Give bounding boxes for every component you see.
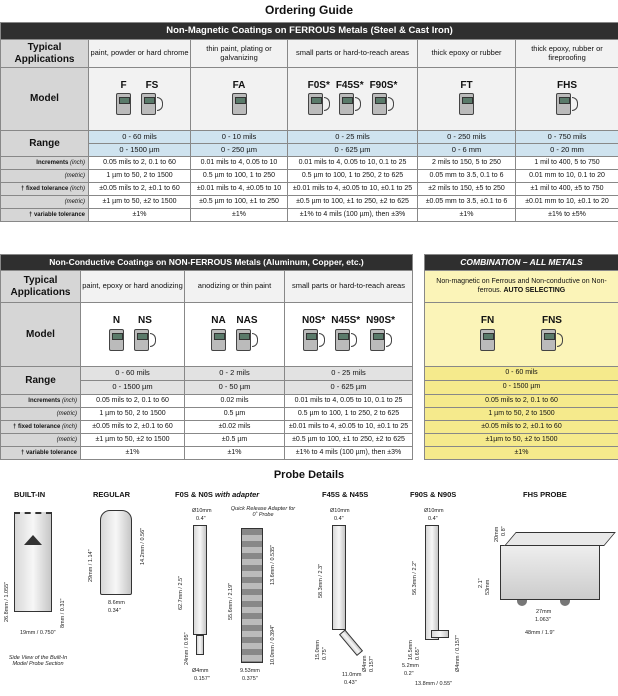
gauge-icon <box>141 93 156 115</box>
gauge-icon <box>339 93 354 115</box>
probe-cable-icon <box>355 97 361 111</box>
dim-label: 15.0mm <box>315 640 321 660</box>
increment-cell: 0.05 mm to 3.5, 0.1 to 6 <box>418 170 516 183</box>
dim-label: 48mm / 1.9" <box>525 630 555 636</box>
range-cell: 0 - 60 mils <box>81 367 185 381</box>
tolerance-cell: ±1 mil to 400, ±5 to 750 <box>516 183 618 196</box>
app-cell: thick epoxy or rubber <box>418 40 516 68</box>
probe-header-builtin: BUILT-IN <box>14 490 46 499</box>
dim-label: 13.6mm / 0.535" <box>270 544 276 585</box>
app-cell: small parts or hard-to-reach areas <box>288 40 418 68</box>
dim-label: 0.4" <box>334 516 344 522</box>
probe-header-fhs: FHS PROBE <box>523 490 567 499</box>
model-name: N0S* <box>301 315 326 327</box>
adapter-drawing <box>241 528 263 663</box>
variable-cell: ±1% <box>185 447 285 460</box>
model-name: F90S* <box>369 79 398 91</box>
dim-label: Ø4mm <box>362 655 368 672</box>
probe-cable-icon <box>386 333 392 347</box>
range-cell: 0 - 625 µm <box>285 381 413 395</box>
gauge-icon <box>459 93 474 115</box>
model-cell <box>191 68 288 131</box>
f90s-probe-tip <box>431 630 449 638</box>
gauge-icon <box>116 93 131 115</box>
probe-cable-icon <box>252 333 258 347</box>
dim-label: 56.3mm / 2.2" <box>412 560 418 595</box>
dim-label: Ø10mm <box>330 508 350 514</box>
dim-label: 0.157" <box>369 656 375 672</box>
dim-label: 27mm <box>536 609 552 615</box>
row-label-increments-inch: Increments (inch) <box>1 395 81 408</box>
model-cell <box>425 303 618 367</box>
app-cell: thin paint, plating or galvanizing <box>191 40 288 68</box>
dim-label: 0.2" <box>404 671 414 677</box>
tolerance-cell: ±0.5 µm <box>185 434 285 447</box>
dim-label: 14.2mm / 0.56" <box>140 527 146 565</box>
probe-cable-icon <box>572 97 578 111</box>
dim-label: 16.5mm <box>408 640 414 660</box>
gauge-icon <box>556 93 571 115</box>
increment-cell: 2 mils to 150, 5 to 250 <box>418 157 516 170</box>
fhs-probe-foot <box>560 600 570 606</box>
range-cell: 0 - 6 mm <box>418 144 516 157</box>
gauge-icon <box>370 329 385 351</box>
dim-label: 0.375" <box>242 676 258 682</box>
row-label-increments-metric: (metric) <box>1 170 89 183</box>
tolerance-cell: ±0.02 mils <box>185 421 285 434</box>
dim-label: 11.0mm <box>342 672 362 678</box>
dim-label: 0.157" <box>194 676 210 682</box>
range-cell: 0 - 2 mils <box>185 367 285 381</box>
model-name: F45S* <box>335 79 364 91</box>
dim-label: 62.7mm / 2.5" <box>178 575 184 610</box>
f0s-probe-drawing <box>193 525 207 635</box>
model-name: FA <box>232 79 246 91</box>
range-cell: 0 - 1500 µm <box>81 381 185 395</box>
dim-label: 24mm / 0.95" <box>184 632 190 665</box>
dim-label: Ø10mm <box>192 508 212 514</box>
tolerance-cell: ±1 µm to 50, ±2 to 1500 <box>89 196 191 209</box>
f45s-probe-drawing <box>332 525 346 630</box>
tolerance-cell: ±1µm to 50, ±2 to 1500 <box>425 434 618 447</box>
probe-cable-icon <box>388 97 394 111</box>
increment-cell: 1 µm to 50, 2 to 1500 <box>89 170 191 183</box>
probe-header-f90s: F90S & N90S <box>410 490 457 499</box>
combination-header: COMBINATION – ALL METALS <box>425 255 618 271</box>
probe-details-title: Probe Details <box>273 469 345 481</box>
model-name: FNS <box>541 315 562 327</box>
model-name: FN <box>480 315 495 327</box>
increment-cell: 0.01 mm to 10, 0.1 to 20 <box>516 170 618 183</box>
builtin-probe-drawing <box>14 512 52 612</box>
nonferrous-header: Non-Conductive Coatings on NON-FERROUS Metals (Aluminum, Copper, etc.) <box>1 255 413 271</box>
model-name: FS <box>145 79 159 91</box>
variable-cell: ±1% <box>191 209 288 222</box>
model-name: N45S* <box>331 315 361 327</box>
model-name: NA <box>211 315 226 327</box>
gauge-icon <box>236 329 251 351</box>
dim-label: 0.43" <box>344 680 357 686</box>
model-name: F <box>120 79 127 91</box>
app-cell: paint, powder or hard chrome <box>89 40 191 68</box>
dim-label: 5.2mm <box>402 663 419 669</box>
app-cell: paint, epoxy or hard anodizing <box>81 271 185 303</box>
dim-label: 55.6mm / 2.19" <box>228 582 234 620</box>
increment-cell: 0.02 mils <box>185 395 285 408</box>
model-cell <box>288 68 418 131</box>
model-cell <box>81 303 185 367</box>
dim-label: 0.75" <box>322 647 328 660</box>
dim-label: 10.0mm / 0.394" <box>270 624 276 665</box>
gauge-icon <box>480 329 495 351</box>
model-name: FHS <box>557 79 577 91</box>
app-cell: thick epoxy, rubber or fireproofing <box>516 40 618 68</box>
probe-header-regular: REGULAR <box>93 490 131 499</box>
gauge-icon <box>308 93 323 115</box>
increment-cell: 0.01 mils to 4, 0.05 to 10, 0.1 to 25 <box>288 157 418 170</box>
model-name: NAS <box>236 315 258 327</box>
increment-cell: 0.5 µm to 100, 1 to 250 <box>191 170 288 183</box>
range-cell: 0 - 60 mils <box>425 367 618 381</box>
row-label-fixed-inch: † fixed tolerance (inch) <box>1 421 81 434</box>
range-cell: 0 - 1500 µm <box>425 381 618 395</box>
gauge-icon <box>232 93 247 115</box>
range-cell: 0 - 25 mils <box>285 367 413 381</box>
nonferrous-table <box>0 254 413 460</box>
tolerance-cell: ±0.5 µm to 100, ±1 to 250 <box>191 196 288 209</box>
fhs-probe-foot <box>517 600 527 606</box>
dim-label: 19mm / 0.750" <box>20 630 56 636</box>
increment-cell: 1 mil to 400, 5 to 750 <box>516 157 618 170</box>
probe-cable-icon <box>557 333 563 347</box>
ferrous-header: Non-Magnetic Coatings on FERROUS Metals (Steel & Cast Iron) <box>1 23 618 40</box>
range-cell: 0 - 10 mils <box>191 131 288 144</box>
ferrous-table <box>0 22 618 222</box>
range-cell: 0 - 1500 µm <box>89 144 191 157</box>
tolerance-cell: ±0.01 mils to 4, ±0.05 to 10, ±0.1 to 25 <box>288 183 418 196</box>
tolerance-cell: ±2 mils to 150, ±5 to 250 <box>418 183 516 196</box>
row-label-model: Model <box>1 68 89 131</box>
row-label-applications: Typical Applications <box>1 271 81 303</box>
range-cell: 0 - 250 µm <box>191 144 288 157</box>
f45s-probe-tip <box>339 629 363 656</box>
dim-label: 9.53mm <box>240 668 260 674</box>
f90s-probe-drawing <box>425 525 439 640</box>
adapter-note: Quick Release Adapter for 0˚ Probe <box>230 506 296 518</box>
range-cell: 0 - 750 mils <box>516 131 618 144</box>
tolerance-cell: ±0.05 mils to 2, ±0.1 to 60 <box>425 421 618 434</box>
row-label-fixed-inch: † fixed tolerance (inch) <box>1 183 89 196</box>
row-label-variable: † variable tolerance <box>1 209 89 222</box>
app-cell: anodizing or thin paint <box>185 271 285 303</box>
gauge-icon <box>211 329 226 351</box>
increment-cell: 0.01 mils to 4, 0.05 to 10 <box>191 157 288 170</box>
model-cell <box>185 303 285 367</box>
dim-label: 13.8mm / 0.55" <box>415 681 453 687</box>
dim-label: 20mm <box>494 526 500 542</box>
dim-label: 2.1" <box>478 578 484 588</box>
dim-label: 0.65" <box>415 647 421 660</box>
increment-cell: 1 µm to 50, 2 to 1500 <box>425 408 618 421</box>
row-label-range: Range <box>1 367 81 395</box>
row-label-increments-inch: Increments (inch) <box>1 157 89 170</box>
gauge-icon <box>335 329 350 351</box>
gauge-icon <box>372 93 387 115</box>
variable-cell: ±1% <box>418 209 516 222</box>
model-name: N90S* <box>366 315 396 327</box>
variable-cell: ±1% <box>89 209 191 222</box>
dim-label: 0.8" <box>501 526 507 536</box>
dim-label: 26.8mm / 1.055" <box>4 581 10 622</box>
row-label-increments-metric: (metric) <box>1 408 81 421</box>
row-label-range: Range <box>1 131 89 157</box>
tolerance-cell: ±0.5 µm to 100, ±1 to 250, ±2 to 625 <box>285 434 413 447</box>
row-label-applications: Typical Applications <box>1 40 89 68</box>
tolerance-cell: ±0.05 mils to 2, ±0.1 to 60 <box>81 421 185 434</box>
variable-cell: ±1% to 4 mils (100 µm), then ±3% <box>285 447 413 460</box>
variable-cell: ±1% to ±5% <box>516 209 618 222</box>
range-cell: 0 - 625 µm <box>288 144 418 157</box>
row-label-variable: † variable tolerance <box>1 447 81 460</box>
regular-probe-drawing <box>100 510 132 595</box>
dim-label: 8.6mm <box>108 600 125 606</box>
model-name: N <box>112 315 121 327</box>
gauge-icon <box>541 329 556 351</box>
gauge-icon <box>303 329 318 351</box>
dim-label: 0.4" <box>196 516 206 522</box>
model-cell <box>516 68 618 131</box>
increment-cell: 1 µm to 50, 2 to 1500 <box>81 408 185 421</box>
increment-cell: 0.05 mils to 2, 0.1 to 60 <box>89 157 191 170</box>
app-cell: small parts or hard-to-reach areas <box>285 271 413 303</box>
probe-cable-icon <box>157 97 163 111</box>
range-cell: 0 - 20 mm <box>516 144 618 157</box>
tolerance-cell: ±0.5 µm to 100, ±1 to 250, ±2 to 625 <box>288 196 418 209</box>
increment-cell: 0.01 mils to 4, 0.05 to 10, 0.1 to 25 <box>285 395 413 408</box>
probe-cable-icon <box>324 97 330 111</box>
probe-cable-icon <box>319 333 325 347</box>
increment-cell: 0.5 µm <box>185 408 285 421</box>
probe-header-f45s: F45S & N45S <box>322 490 369 499</box>
gauge-icon <box>109 329 124 351</box>
variable-cell: ±1% to 4 mils (100 µm), then ±3% <box>288 209 418 222</box>
combination-table <box>424 254 618 460</box>
increment-cell: 0.5 µm to 100, 1 to 250, 2 to 625 <box>285 408 413 421</box>
variable-cell: ±1% <box>425 447 618 460</box>
probe-header-f0s: F0S & N0S with adapter <box>175 490 260 499</box>
tolerance-cell: ±0.05 mm to 3.5, ±0.1 to 6 <box>418 196 516 209</box>
probe-cable-icon <box>351 333 357 347</box>
dim-label: 1.063" <box>535 617 551 623</box>
dim-label: Ø4mm / 0.157" <box>455 635 461 672</box>
range-cell: 0 - 60 mils <box>89 131 191 144</box>
f0s-probe-tip <box>196 635 204 655</box>
tolerance-cell: ±1 µm to 50, ±2 to 1500 <box>81 434 185 447</box>
fhs-probe-drawing <box>500 545 600 600</box>
model-name: F0S* <box>307 79 330 91</box>
gauge-icon <box>134 329 149 351</box>
dim-label: 29mm / 1.14" <box>88 549 94 582</box>
probe-cable-icon <box>150 333 156 347</box>
dim-label: 0.4" <box>428 516 438 522</box>
combination-app: Non-magnetic on Ferrous and Non-conductive on Non-ferrous. AUTO SELECTING <box>425 271 618 303</box>
increment-cell: 0.05 mils to 2, 0.1 to 60 <box>81 395 185 408</box>
range-cell: 0 - 25 mils <box>288 131 418 144</box>
tolerance-cell: ±0.01 mm to 10, ±0.1 to 20 <box>516 196 618 209</box>
row-label-model: Model <box>1 303 81 367</box>
builtin-probe-marker <box>24 535 42 545</box>
tolerance-cell: ±0.01 mils to 4, ±0.05 to 10 <box>191 183 288 196</box>
builtin-caption: Side View of the Built-In Model Probe Section <box>8 655 68 667</box>
dim-label: Ø4mm <box>192 668 209 674</box>
dim-label: Ø10mm <box>424 508 444 514</box>
range-cell: 0 - 50 µm <box>185 381 285 395</box>
dim-label: 8mm / 0.31" <box>60 598 66 628</box>
variable-cell: ±1% <box>81 447 185 460</box>
model-cell <box>285 303 413 367</box>
model-cell <box>418 68 516 131</box>
dim-label: 58.3mm / 2.3" <box>318 563 324 598</box>
dim-label: 0.34" <box>108 608 121 614</box>
row-label-fixed-metric: (metric) <box>1 196 89 209</box>
tolerance-cell: ±0.05 mils to 2, ±0.1 to 60 <box>89 183 191 196</box>
model-cell <box>89 68 191 131</box>
page-title: Ordering Guide <box>264 3 353 17</box>
dim-label: 53mm <box>485 579 491 595</box>
row-label-fixed-metric: (metric) <box>1 434 81 447</box>
increment-cell: 0.05 mils to 2, 0.1 to 60 <box>425 395 618 408</box>
fhs-probe-top <box>504 532 616 546</box>
model-name: NS <box>138 315 152 327</box>
range-cell: 0 - 250 mils <box>418 131 516 144</box>
model-name: FT <box>460 79 473 91</box>
tolerance-cell: ±0.01 mils to 4, ±0.05 to 10, ±0.1 to 25 <box>285 421 413 434</box>
increment-cell: 0.5 µm to 100, 1 to 250, 2 to 625 <box>288 170 418 183</box>
